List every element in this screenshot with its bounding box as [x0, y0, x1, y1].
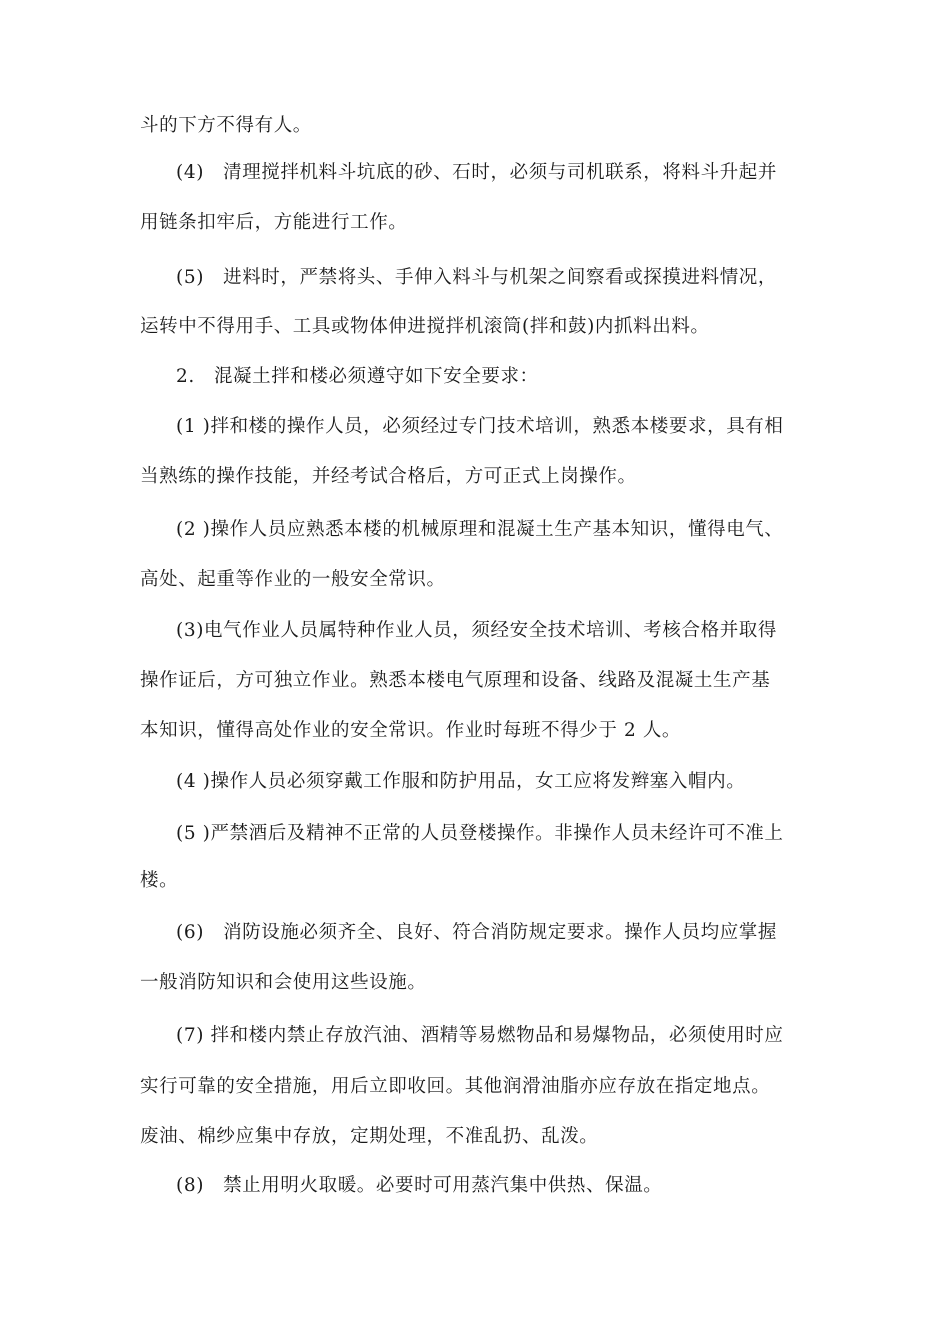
- text-line: (5) 进料时，严禁将头、手伸入料斗与机架之间察看或探摸进料情况，: [176, 267, 778, 288]
- text-line: 运转中不得用手、工具或物体伸进搅拌机滚筒(拌和鼓)内抓料出料。: [140, 316, 710, 337]
- section-heading: 2. 混凝土拌和楼必须遵守如下安全要求：: [176, 366, 539, 387]
- text-line: 当熟练的操作技能，并经考试合格后，方可正式上岗操作。: [140, 466, 637, 487]
- text-line: 高处、起重等作业的一般安全常识。: [140, 569, 446, 590]
- text-line: (7) 拌和楼内禁止存放汽油、酒精等易燃物品和易爆物品，必须使用时应: [176, 1025, 784, 1046]
- text-line: (6) 消防设施必须齐全、良好、符合消防规定要求。操作人员均应掌握: [176, 922, 778, 943]
- text-line: 一般消防知识和会使用这些设施。: [140, 972, 427, 993]
- text-line: (5 )严禁酒后及精神不正常的人员登楼操作。非操作人员未经许可不准上: [176, 823, 784, 844]
- text-line: 楼。: [140, 870, 179, 891]
- text-line: (8) 禁止用明火取暖。必要时可用蒸汽集中供热、保温。: [176, 1175, 663, 1196]
- text-line: (3)电气作业人员属特种作业人员，须经安全技术培训、考核合格并取得: [176, 620, 778, 641]
- text-line: 实行可靠的安全措施，用后立即收回。其他润滑油脂亦应存放在指定地点。: [140, 1076, 771, 1097]
- text-line: (1 )拌和楼的操作人员，必须经过专门技术培训，熟悉本楼要求，具有相: [176, 416, 784, 437]
- text-line: (2 )操作人员应熟悉本楼的机械原理和混凝土生产基本知识，懂得电气、: [176, 519, 784, 540]
- text-line: 用链条扣牢后，方能进行工作。: [140, 212, 408, 233]
- text-line: 斗的下方不得有人。: [140, 115, 312, 136]
- text-line: 本知识，懂得高处作业的安全常识。作业时每班不得少于 2 人。: [140, 720, 682, 741]
- text-line: (4 )操作人员必须穿戴工作服和防护用品，女工应将发辫塞入帽内。: [176, 771, 746, 792]
- text-line: 操作证后，方可独立作业。熟悉本楼电气原理和设备、线路及混凝土生产基: [140, 670, 771, 691]
- text-line: (4) 清理搅拌机料斗坑底的砂、石时，必须与司机联系，将料斗升起并: [176, 162, 778, 183]
- text-line: 废油、棉纱应集中存放，定期处理，不准乱扔、乱泼。: [140, 1126, 599, 1147]
